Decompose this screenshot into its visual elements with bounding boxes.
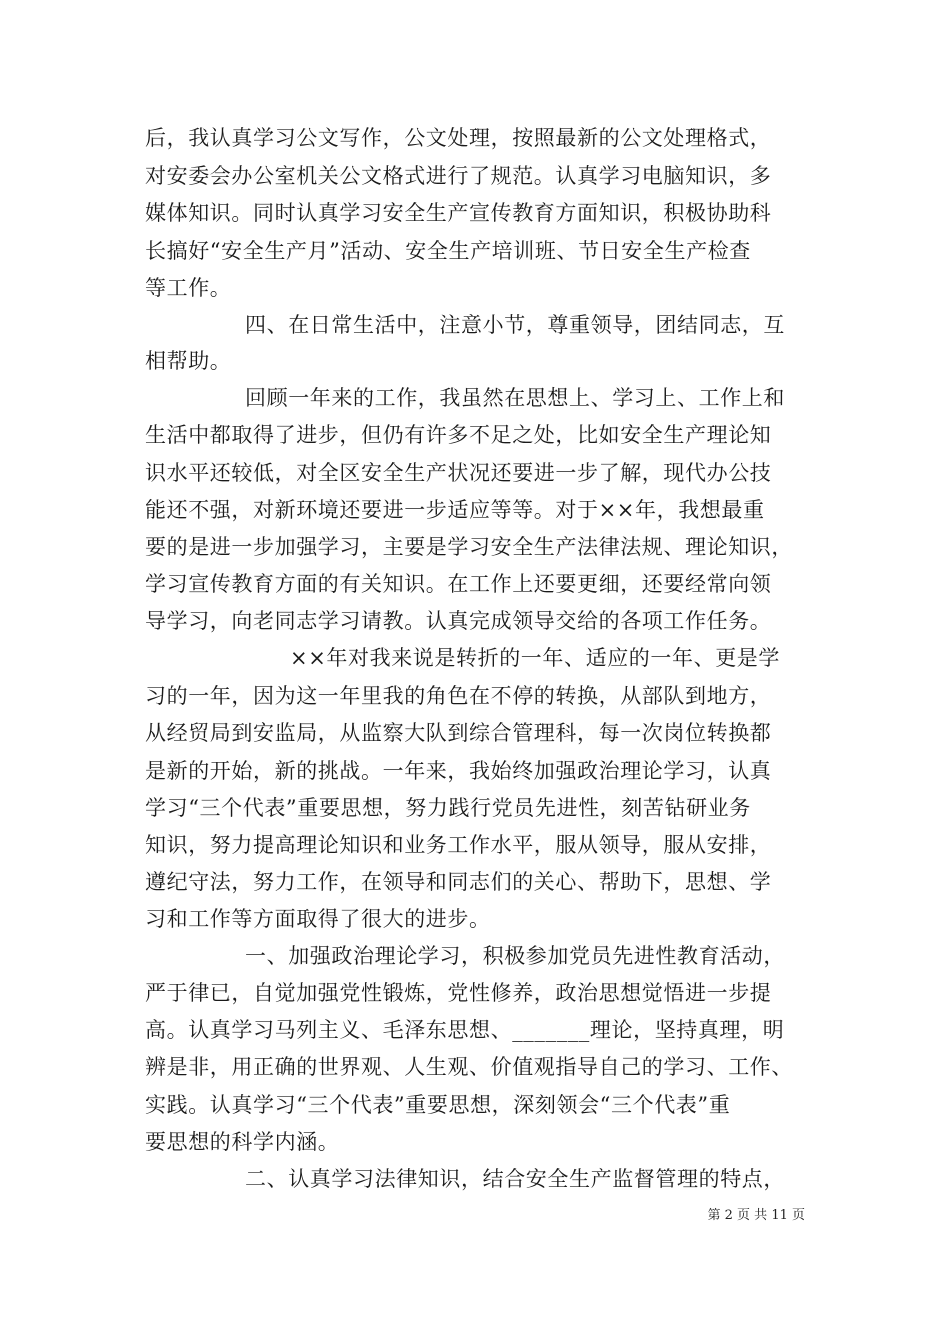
text-line: 习和工作等方面取得了很大的进步。 bbox=[145, 907, 491, 931]
text-line: 高。认真学习马列主义、毛泽东思想、_______理论，坚持真理，明 bbox=[145, 1018, 785, 1042]
text-line: 从经贸局到安监局，从监察大队到综合管理科，每一次岗位转换都 bbox=[145, 721, 772, 745]
paragraph-heading-1: 一、加强政治理论学习，积极参加党员先进性教育活动， bbox=[245, 944, 785, 968]
text-line: 长搞好“安全生产月”活动、安全生产培训班、节日安全生产检查 bbox=[145, 239, 751, 263]
text-line: 是新的开始，新的挑战。一年来，我始终加强政治理论学习，认真 bbox=[145, 759, 772, 783]
text-line: 后，我认真学习公文写作，公文处理，按照最新的公文处理格式， bbox=[145, 126, 772, 150]
text-line: 识水平还较低，对全区安全生产状况还要进一步了解，现代办公技 bbox=[145, 461, 772, 485]
text-line: 学习“三个代表”重要思想，努力践行党员先进性，刻苦钻研业务 bbox=[145, 796, 751, 820]
paragraph-heading-2: 二、认真学习法律知识，结合安全生产监督管理的特点， bbox=[245, 1167, 785, 1191]
text-line: 能还不强，对新环境还要进一步适应等等。对于××年，我想最重 bbox=[145, 498, 765, 522]
paragraph-start: 回顾一年来的工作，我虽然在思想上、学习上、工作上和 bbox=[245, 386, 785, 410]
text-line: 严于律已，自觉加强党性锻炼，党性修养，政治思想觉悟进一步提 bbox=[145, 981, 772, 1005]
text-line: 媒体知识。同时认真学习安全生产宣传教育方面知识，积极协助科 bbox=[145, 201, 772, 225]
text-line: 知识，努力提高理论知识和业务工作水平，服从领导，服从安排， bbox=[145, 833, 772, 857]
text-line: 导学习，向老同志学习请教。认真完成领导交给的各项工作任务。 bbox=[145, 609, 772, 633]
text-line: 要的是进一步加强学习，主要是学习安全生产法律法规、理论知识， bbox=[145, 535, 793, 559]
text-line: 学习宣传教育方面的有关知识。在工作上还要更细，还要经常向领 bbox=[145, 572, 772, 596]
text-line: 要思想的科学内涵。 bbox=[145, 1130, 340, 1154]
text-line: 对安委会办公室机关公文格式进行了规范。认真学习电脑知识，多 bbox=[145, 164, 772, 188]
text-line: 遵纪守法，努力工作，在领导和同志们的关心、帮助下，思想、学 bbox=[145, 870, 772, 894]
text-line: 相帮助。 bbox=[145, 349, 232, 373]
text-line: 习的一年，因为这一年里我的角色在不停的转换，从部队到地方， bbox=[145, 684, 772, 708]
paragraph-start: ××年对我来说是转折的一年、适应的一年、更是学 bbox=[290, 646, 780, 670]
text-line: 生活中都取得了进步，但仍有许多不足之处，比如安全生产理论知 bbox=[145, 423, 772, 447]
text-line: 实践。认真学习“三个代表”重要思想，深刻领会“三个代表”重 bbox=[145, 1093, 731, 1117]
page-number-footer: 第 2 页 共 11 页 bbox=[707, 1208, 805, 1223]
paragraph-heading-4: 四、在日常生活中，注意小节，尊重领导，团结同志，互 bbox=[245, 313, 785, 337]
text-line: 等工作。 bbox=[145, 276, 232, 300]
text-line: 辨是非，用正确的世界观、人生观、价值观指导自己的学习、工作、 bbox=[145, 1055, 793, 1079]
